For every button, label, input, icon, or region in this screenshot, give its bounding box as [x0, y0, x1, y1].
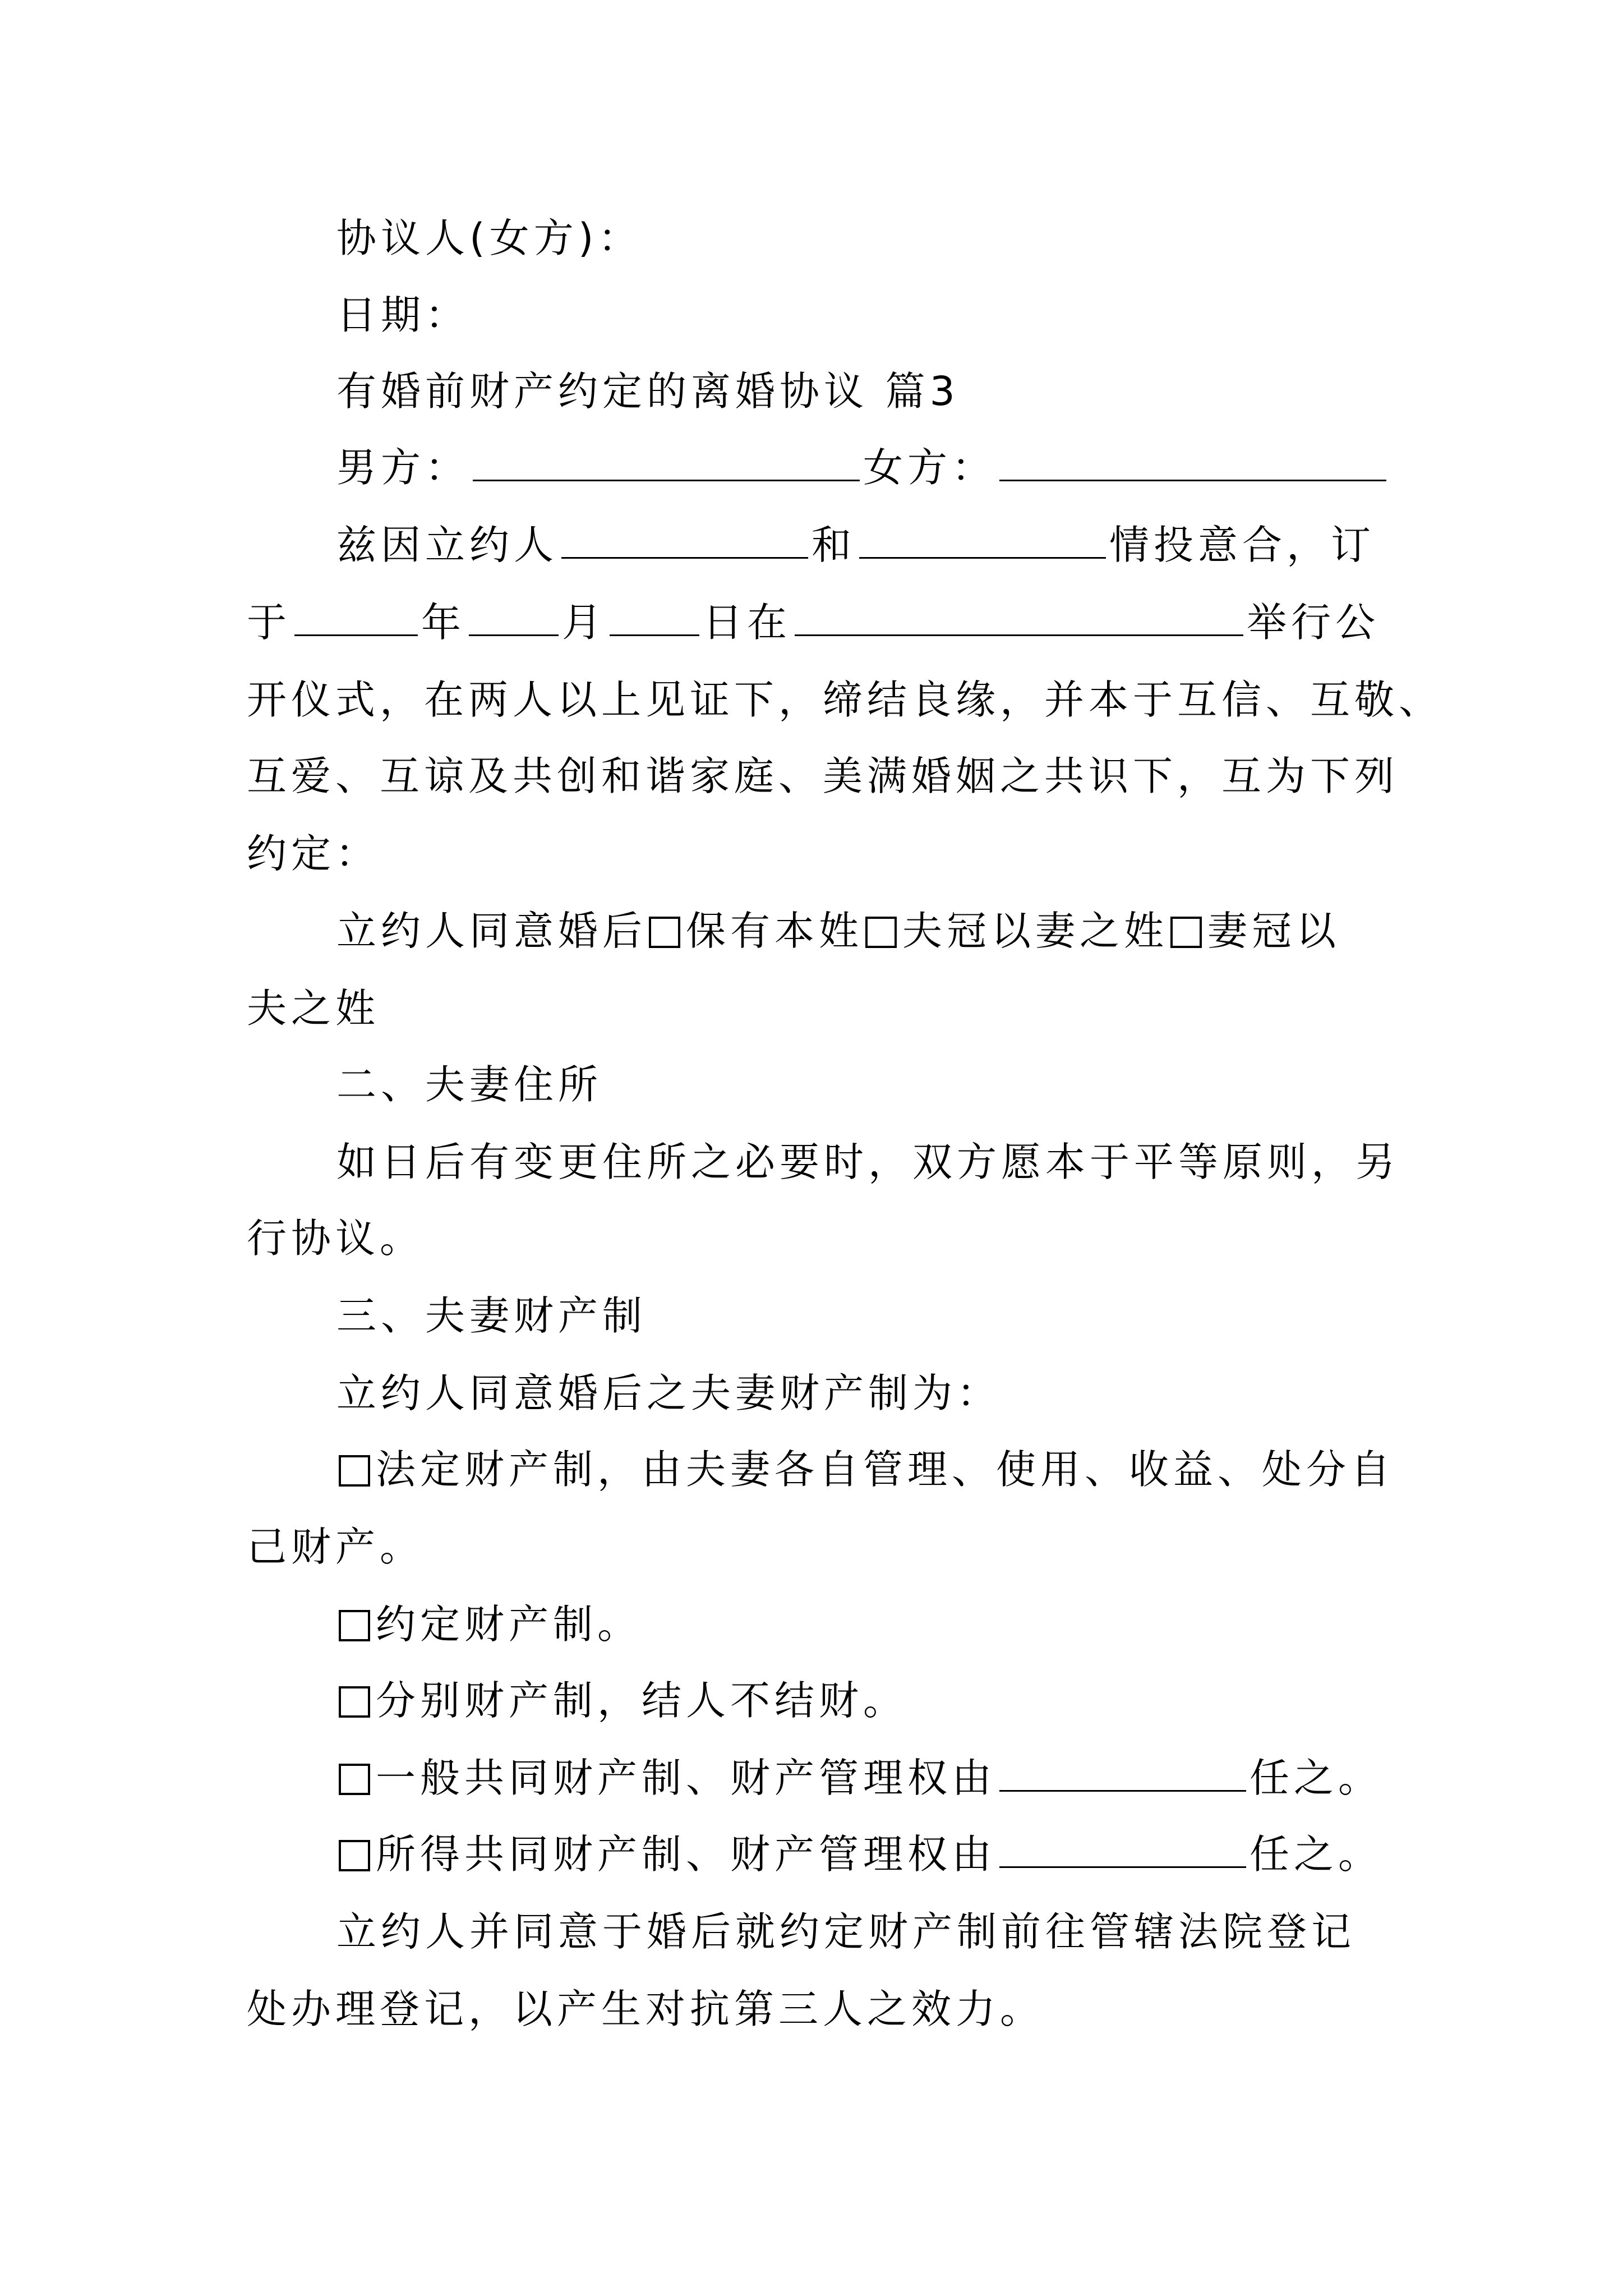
option-statutory — [336, 1442, 1395, 1498]
option-text: 任之。 — [1249, 1755, 1383, 1801]
surname-line-2: 夫之姓 — [247, 985, 380, 1032]
checkbox[interactable] — [865, 917, 897, 948]
section-2-text-cont: 行协议。 — [247, 1215, 425, 1262]
registration-text: 立约人并同意于婚后就约定财产制前往管辖法院登记 — [336, 1908, 1356, 1955]
intro-text: 兹因立约人 — [336, 522, 559, 568]
manager-blank — [999, 1755, 1246, 1792]
surname-line-1 — [336, 903, 1391, 959]
option-text: 所得共同财产制、财产管理权由 — [376, 1831, 997, 1878]
date-label: 日期： — [336, 292, 470, 338]
checkbox[interactable] — [339, 1455, 370, 1487]
option-text: 任之。 — [1249, 1831, 1383, 1878]
party-b-blank — [859, 522, 1106, 559]
option-text: 法定财产制，由夫妻各自管理、使用、收益、处分自 — [376, 1446, 1395, 1493]
section-3-intro: 立约人同意婚后之夫妻财产制为： — [336, 1370, 1002, 1416]
intro-text: 年 — [421, 599, 466, 646]
party-a-blank — [561, 522, 808, 559]
signature-female: 协议人(女方)： — [336, 215, 643, 261]
parties-line — [336, 440, 1391, 496]
male-name-blank — [473, 445, 860, 481]
surname-option: 保有本姓 — [686, 908, 864, 954]
location-blank — [795, 600, 1243, 636]
month-blank — [469, 600, 559, 636]
checkbox[interactable] — [339, 1840, 370, 1871]
intro-line-4: 互爱、互谅及共创和谐家庭、美满婚姻之共识下，互为下列 — [247, 753, 1399, 799]
intro-line-2 — [247, 595, 1391, 651]
surname-option: 夫冠以妻之姓 — [902, 908, 1169, 954]
intro-text: 月 — [562, 599, 607, 646]
section-2-text: 如日后有变更住所之必要时，双方愿本于平等原则，另 — [336, 1139, 1400, 1185]
section-2-title: 二、夫妻住所 — [336, 1061, 603, 1108]
intro-line-3: 开仪式，在两人以上见证下，缔结良缘，并本于互信、互敬、 — [247, 677, 1444, 723]
intro-text: 情投意合，订 — [1109, 522, 1376, 568]
surname-option: 妻冠以 — [1207, 908, 1341, 954]
checkbox[interactable] — [339, 1610, 370, 1641]
checkbox[interactable] — [1170, 917, 1202, 948]
manager-blank — [999, 1832, 1246, 1868]
option-separate — [336, 1673, 1391, 1729]
intro-line-1 — [336, 517, 1391, 573]
intro-text: 举行公 — [1247, 599, 1380, 646]
registration-text-cont: 处办理登记，以产生对抗第三人之效力。 — [247, 1986, 1045, 2032]
section-heading: 有婚前财产约定的离婚协议 篇3 — [336, 368, 960, 415]
intro-text: 和 — [811, 522, 856, 568]
checkbox[interactable] — [339, 1764, 370, 1795]
female-name-blank — [999, 445, 1386, 481]
intro-text: 日在 — [703, 599, 792, 646]
day-blank — [610, 600, 699, 636]
option-text: 约定财产制。 — [376, 1601, 642, 1648]
checkbox[interactable] — [339, 1686, 370, 1718]
option-general-joint — [336, 1750, 1391, 1806]
option-text: 一般共同财产制、财产管理权由 — [376, 1755, 997, 1801]
option-agreed — [336, 1596, 1391, 1653]
option-income-joint — [336, 1826, 1391, 1883]
surname-text: 立约人同意婚后 — [336, 908, 647, 954]
year-blank — [294, 600, 418, 636]
intro-line-5: 约定： — [247, 830, 380, 877]
intro-text: 于 — [247, 599, 292, 646]
checkbox[interactable] — [649, 917, 680, 948]
option-text: 分别财产制，结人不结财。 — [376, 1677, 908, 1724]
section-3-title: 三、夫妻财产制 — [336, 1292, 647, 1339]
option-statutory-cont: 己财产。 — [247, 1524, 425, 1570]
female-label: 女方： — [863, 444, 997, 491]
male-label: 男方： — [336, 444, 470, 491]
